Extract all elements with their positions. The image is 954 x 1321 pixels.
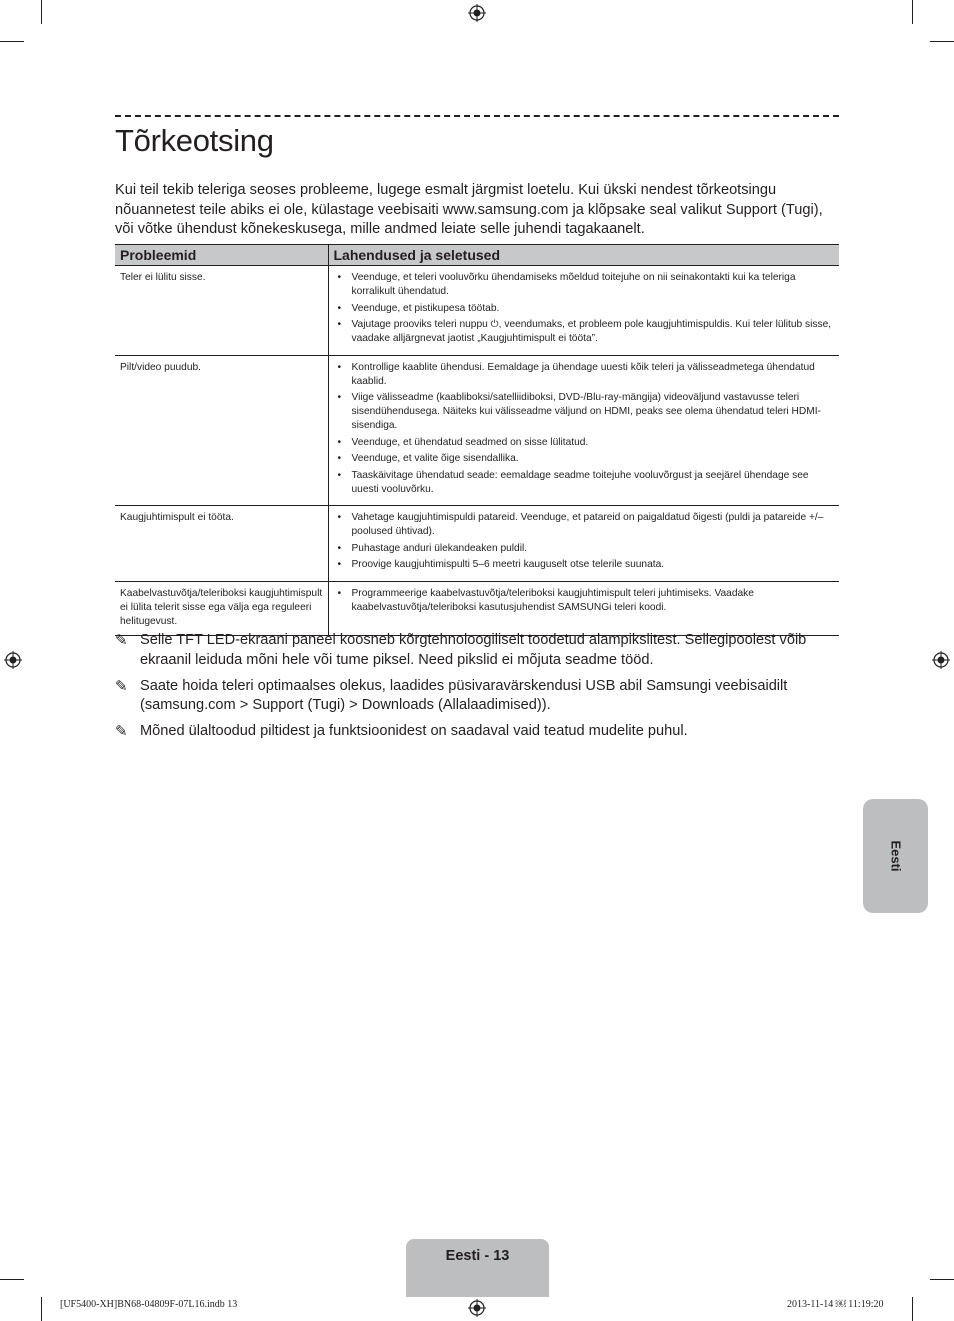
solution-cell xyxy=(328,506,839,582)
list-item: • Puhastage anduri ülekandeaken puldil. xyxy=(334,542,835,556)
list-item: • Viige välisseadme (kaabliboksi/satelliidiboksi, DVD-/Blu-ray-mängija) videoväljund vastavusse teleri sisendühendusega. Näiteks kui välisseadme väljund on HDMI, peaks see olema ühendatud teleri HDMI-sisendiga. xyxy=(334,391,835,433)
language-label: Eesti xyxy=(888,840,903,872)
column-header-problems: Probleemid xyxy=(115,245,328,266)
crop-mark xyxy=(912,1297,913,1321)
title-divider xyxy=(115,115,839,117)
list-item: • Programmeerige kaabelvastuvõtja/teleriboksi kaugjuhtimispult teleri juhtimiseks. Vaadake kaabelvastuvõtja/teleriboksi kasutusjuhendist SAMSUNGi teleri koodi. xyxy=(334,587,835,615)
solution-list xyxy=(334,511,835,572)
crop-mark xyxy=(41,0,42,24)
solution-cell xyxy=(328,355,839,506)
list-item: • Veenduge, et pistikupesa töötab. xyxy=(334,302,835,316)
column-header-solutions: Lahendused ja seletused xyxy=(328,245,839,266)
pencil-note-icon: ✎ xyxy=(115,632,128,649)
solution-list xyxy=(334,271,835,346)
page-number: Eesti - 13 xyxy=(445,1248,510,1264)
list-item: • Veenduge, et valite õige sisendallika. xyxy=(334,452,835,466)
problem-cell: Pilt/video puudub. xyxy=(115,355,328,506)
note-text: Mõned ülaltoodud piltidest ja funktsioonidest on saadaval vaid teatud mudelite puhul. xyxy=(140,723,688,739)
crop-mark xyxy=(912,0,913,24)
list-item: • Veenduge, et teleri vooluvõrku ühendamiseks mõeldud toitejuhe on nii seinakontakti kui ka teleriga korralikult ühendatud. xyxy=(334,271,835,299)
table-row xyxy=(115,266,839,356)
note-item xyxy=(115,722,839,742)
list-item: • Taaskäivitage ühendatud seade: eemaldage seadme toitejuhe vooluvõrgust ja seejärel ühendage see uuesti vooluvõrku. xyxy=(334,469,835,497)
list-item: • Proovige kaugjuhtimispulti 5–6 meetri kauguselt otse telerile suunata. xyxy=(334,558,835,572)
crop-mark xyxy=(930,1279,954,1280)
problem-cell: Teler ei lülitu sisse. xyxy=(115,266,328,356)
page-number-tab xyxy=(406,1239,549,1297)
solution-cell xyxy=(328,266,839,356)
registration-mark-icon xyxy=(468,1299,486,1317)
registration-mark-icon xyxy=(4,651,22,669)
note-text: Saate hoida teleri optimaalses olekus, laadides püsivaravärskendusi USB abil Samsungi veebisaidilt (samsung.com > Support (Tugi) > Downloads (Allalaadimised)). xyxy=(140,677,788,713)
page-title: Tõrkeotsing xyxy=(115,123,274,158)
registration-mark-icon xyxy=(932,651,950,669)
problem-cell: Kaabelvastuvõtja/teleriboksi kaugjuhtimispult ei lülita telerit sisse ega välja ega reguleeri helitugevust. xyxy=(115,581,328,635)
list-item: • Veenduge, et ühendatud seadmed on sisse lülitatud. xyxy=(334,436,835,450)
solution-cell xyxy=(328,581,839,635)
list-item: • Vahetage kaugjuhtimispuldi patareid. Veenduge, et patareid on paigaldatud õigesti (puldi ja patareide +/– poolused ühtivad). xyxy=(334,511,835,539)
table-row xyxy=(115,506,839,582)
problem-cell: Kaugjuhtimispult ei tööta. xyxy=(115,506,328,582)
pencil-note-icon: ✎ xyxy=(115,723,128,740)
table-row xyxy=(115,581,839,635)
solution-list xyxy=(334,587,835,615)
note-text: Selle TFT LED-ekraani paneel koosneb kõrgtehnoloogiliselt toodetud alampikslitest. Sellegipoolest võib ekraanil leiduda mõni hele või tume piksel. Need pikslid ei mõjuta seadme tööd. xyxy=(140,632,807,668)
crop-mark xyxy=(0,41,24,42)
registration-mark-icon xyxy=(468,4,486,22)
pencil-note-icon: ✎ xyxy=(115,677,128,695)
footer-timestamp: 2013-11-14 ￼ 11:19:20 xyxy=(787,1299,884,1310)
crop-mark xyxy=(930,41,954,42)
crop-mark xyxy=(41,1297,42,1321)
intro-paragraph: Kui teil tekib teleriga seoses probleeme, lugege esmalt järgmist loetelu. Kui ükski nendest tõrkeotsingu nõuannetest teile abiks ei ole, külastage veebisaiti www.samsung.com ja klõpsake seal valikut Support (Tugi), või võtke ühendust kõnekeskusega, mille andmed leiate selle juhendi tagakaanelt. xyxy=(115,182,823,237)
table-row xyxy=(115,355,839,506)
troubleshooting-table xyxy=(115,244,839,636)
notes-section xyxy=(115,631,839,748)
list-item: • Kontrollige kaablite ühendusi. Eemaldage ja ühendage uuesti kõik teleri ja välisseadmetega ühendatud kaablid. xyxy=(334,361,835,389)
solution-list xyxy=(334,361,835,497)
note-item xyxy=(115,631,839,670)
note-item xyxy=(115,677,839,716)
list-item: • Vajutage prooviks teleri nuppu ⏻, veendumaks, et probleem pole kaugjuhtimispuldis. Kui teler lülitub sisse, vaadake alljärgnevat jaotist „Kaugjuhtimispult ei tööta”. xyxy=(334,318,835,346)
language-side-tab xyxy=(863,799,928,913)
table-header-row xyxy=(115,245,839,266)
footer-file-info: [UF5400-XH]BN68-04809F-07L16.indb 13 xyxy=(60,1299,238,1310)
crop-mark xyxy=(0,1279,24,1280)
